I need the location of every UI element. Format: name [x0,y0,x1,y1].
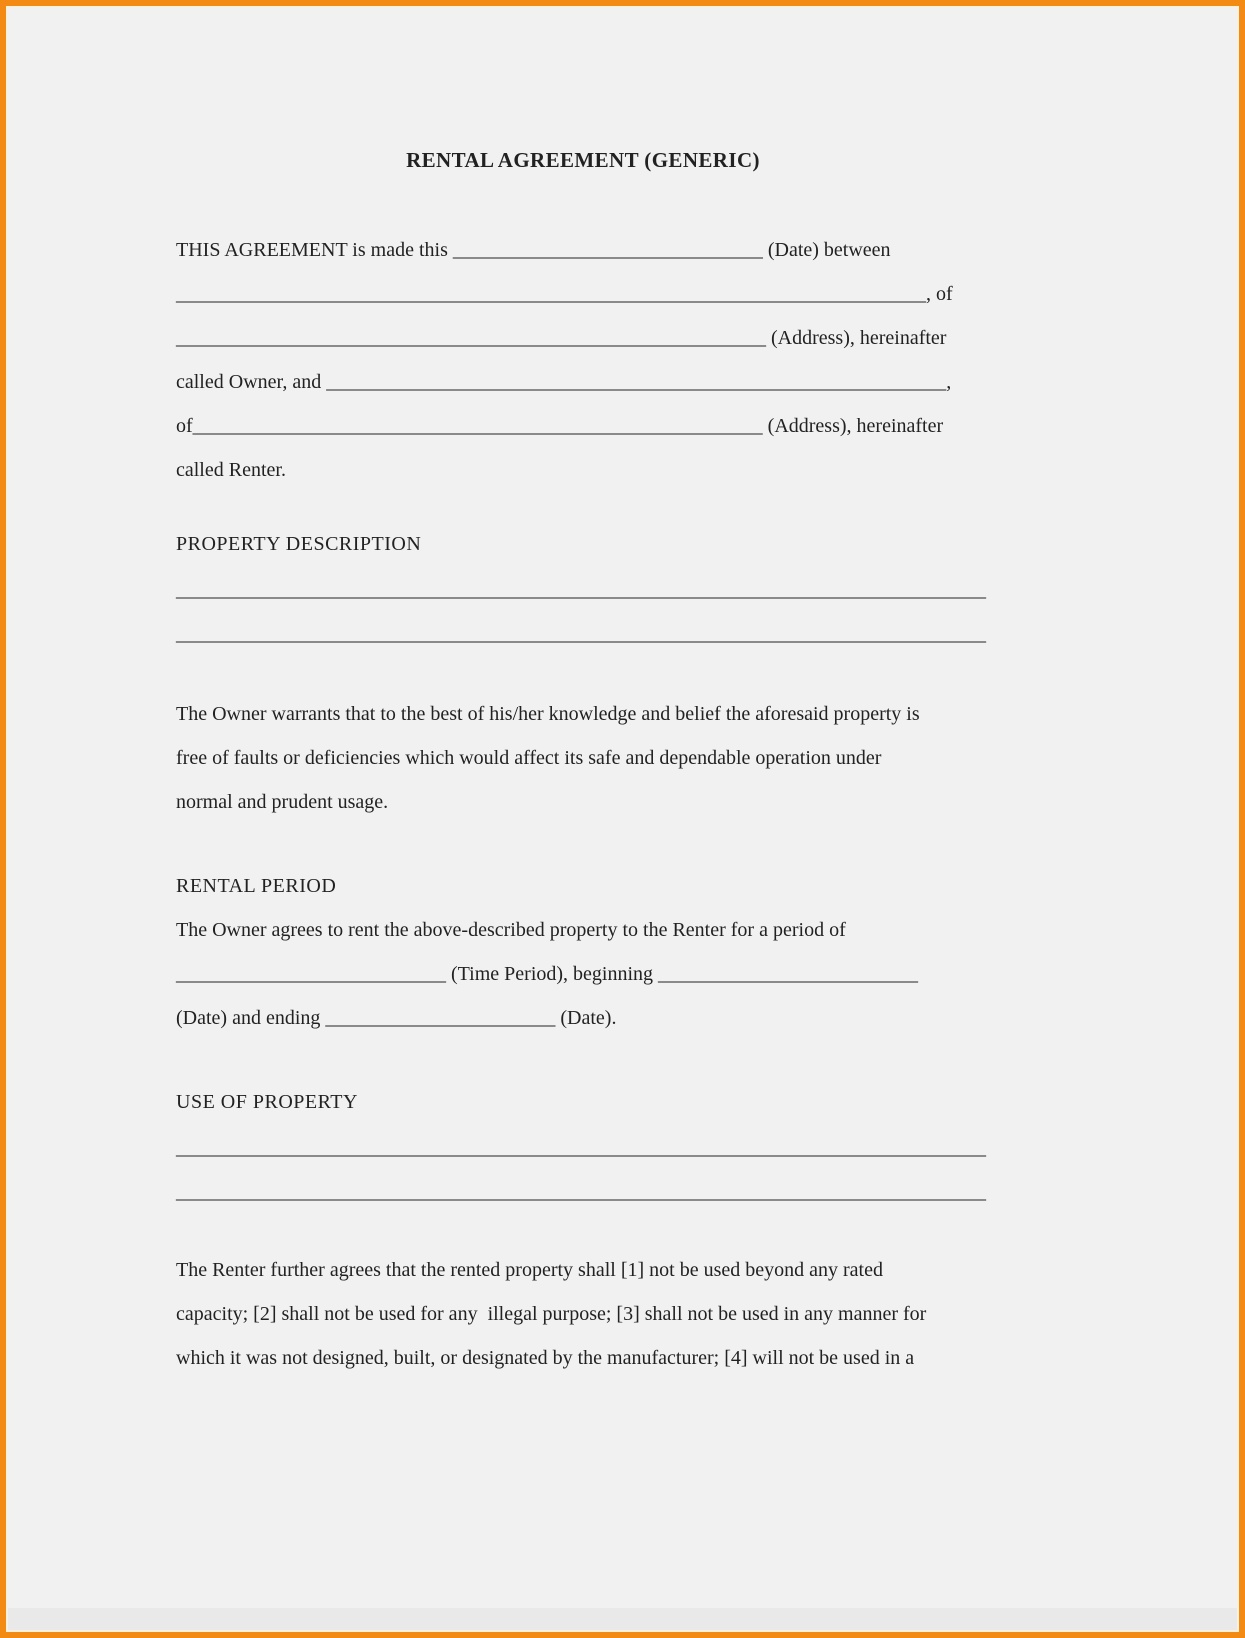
property-description-blanks-line: _________________________________________________________________________________ [176,623,986,645]
use-of-property-heading [176,1080,990,1124]
parties [176,228,990,492]
rental-period-heading [176,864,990,908]
footer-shadow-band [8,1608,1237,1630]
warranty [176,692,990,824]
parties-line: called Owner, and ______________________________________________________________, [176,371,952,393]
renter-agreements-line: capacity; [2] shall not be used for any illegal purpose; [3] shall not be used in any manner for [176,1303,927,1325]
use-of-property-blanks [176,1126,990,1214]
use-of-property-blanks-line: _________________________________________________________________________________ [176,1137,986,1159]
rental-period-heading-line: RENTAL PERIOD [176,875,337,897]
doc-title-line: RENTAL AGREEMENT (GENERIC) [406,148,760,172]
rental-terms-line: ___________________________ (Time Period), beginning __________________________ [176,963,919,985]
renter-agreements [176,1248,990,1380]
use-of-property-heading-line: USE OF PROPERTY [176,1091,358,1113]
rental-agreement-document [176,138,990,1380]
warranty-line: The Owner warrants that to the best of his/her knowledge and belief the aforesaid property is [176,703,920,725]
parties-line: ___________________________________________________________ (Address), hereinafter [176,327,947,349]
property-description-blanks [176,568,990,656]
property-description-heading-line: PROPERTY DESCRIPTION [176,533,422,555]
use-of-property-blanks-line: _________________________________________________________________________________ [176,1181,986,1203]
warranty-line: free of faults or deficiencies which would affect its safe and dependable operation under [176,747,882,769]
doc-title [176,138,990,182]
rental-terms [176,908,990,1040]
renter-agreements-line: which it was not designed, built, or designated by the manufacturer; [4] will not be used in a [176,1347,915,1369]
parties-line: called Renter. [176,459,286,481]
parties-line: of_________________________________________________________ (Address), hereinafter [176,415,944,437]
page-background [6,6,1239,1632]
rental-terms-line: (Date) and ending _______________________ (Date). [176,1007,617,1029]
renter-agreements-line: The Renter further agrees that the rented property shall [1] not be used beyond any rated [176,1259,883,1281]
rental-terms-line: The Owner agrees to rent the above-described property to the Renter for a period of [176,919,846,941]
warranty-line: normal and prudent usage. [176,791,389,813]
property-description-blanks-line: _________________________________________________________________________________ [176,579,986,601]
parties-line: THIS AGREEMENT is made this _______________________________ (Date) between [176,239,891,261]
parties-line: ___________________________________________________________________________, of [176,283,953,305]
property-description-heading [176,522,990,566]
